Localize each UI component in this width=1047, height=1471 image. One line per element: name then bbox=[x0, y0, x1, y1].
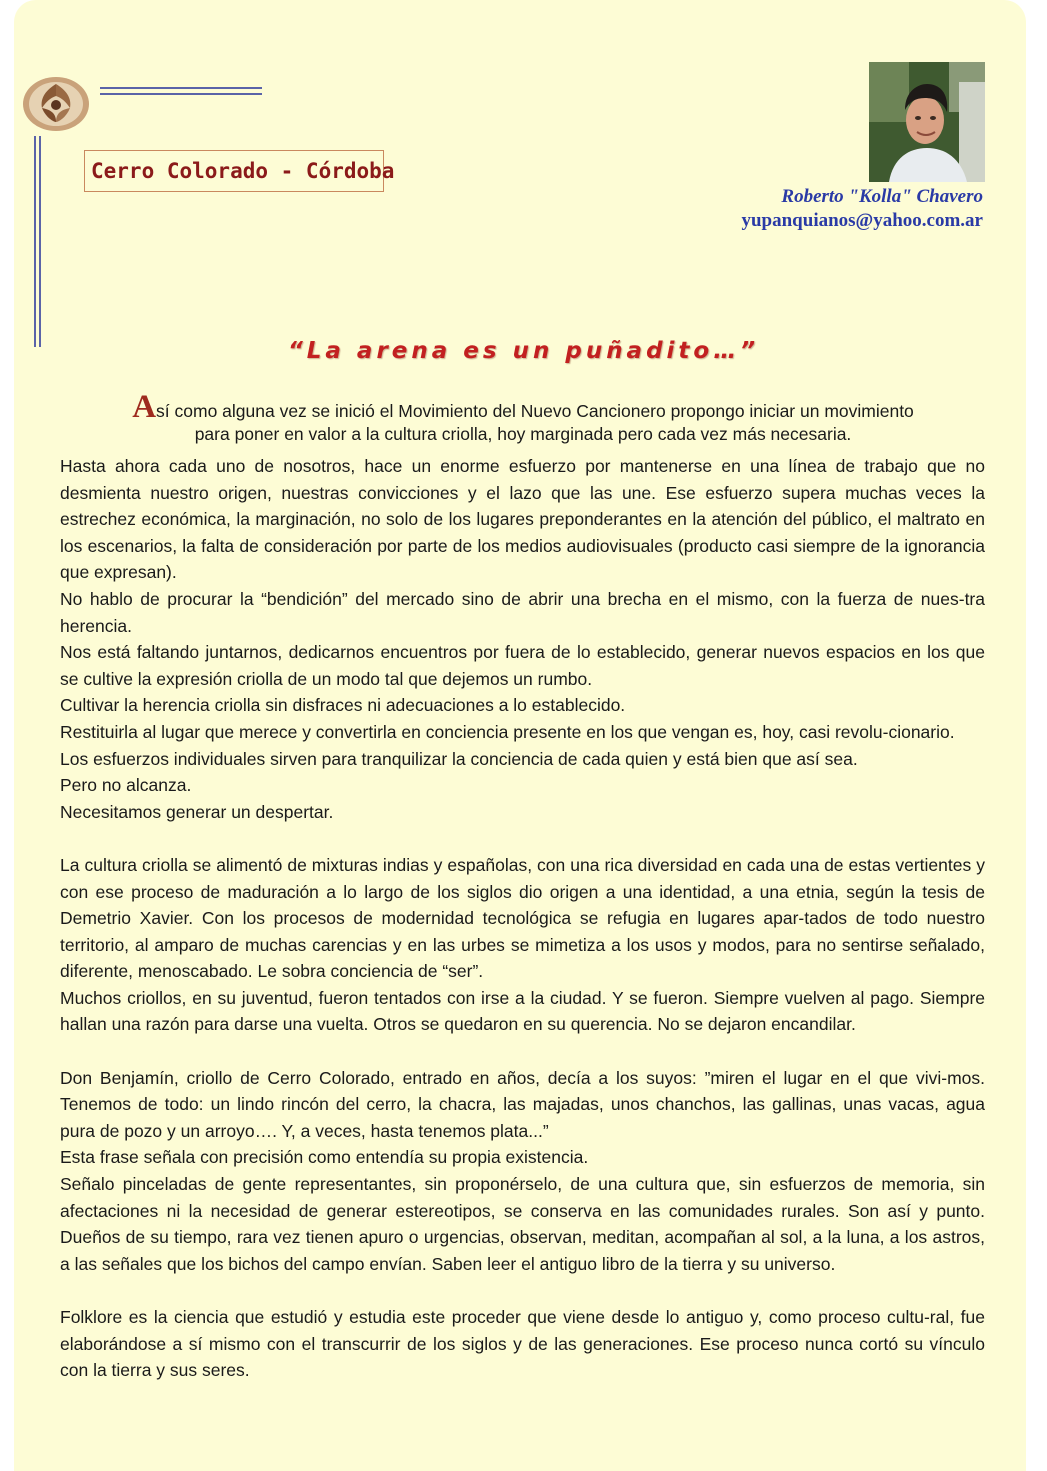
decorative-line bbox=[39, 136, 41, 347]
intro-line: sí como alguna vez se inició el Movimiento del Nuevo Cancionero propongo iniciar un movimiento bbox=[156, 401, 914, 421]
paragraph: Restituirla al lugar que merece y convertirla en conciencia presente en los que vengan es, hoy, casi revolu-cionario. bbox=[60, 721, 955, 742]
article-title: “La arena es un puñadito…” bbox=[287, 338, 760, 364]
paragraph-spacer bbox=[60, 1277, 985, 1304]
paragraph: Muchos criollos, en su juventud, fueron tentados con irse a la ciudad. Y se fueron. Siempre vuelven al pago. Siempre hallan una razón para darse una vuelta. Otros se quedaron en su querencia. No se dejaron encandilar. bbox=[60, 987, 985, 1035]
decorative-line bbox=[100, 93, 262, 95]
author-photo bbox=[869, 62, 985, 182]
paragraph: Cultivar la herencia criolla sin disfraces ni adecuaciones a lo establecido. bbox=[60, 695, 626, 716]
paragraph: Pero no alcanza. bbox=[60, 775, 192, 796]
paragraph: Don Benjamín, criollo de Cerro Colorado, entrado en años, decía a los suyos: ”miren el lugar en el que vivi-mos. Tenemos de todo: un lindo rincón del cerro, la chacra, las majadas, unos chanchos, las gallinas, unas vacas, agua pura de pozo y un arroyo…. Y, a veces, hasta tenemos plata...” bbox=[60, 1067, 985, 1141]
paragraph: Nos está faltando juntarnos, dedicarnos encuentros por fuera de lo establecido, generar nuevos espacios en los que se cultive la expresión criolla de un modo tal que dejemos un rumbo. bbox=[60, 642, 985, 689]
paragraph: Necesitamos generar un despertar. bbox=[60, 801, 334, 822]
paragraph: Señalo pinceladas de gente representantes, sin proponérselo, de una cultura que, sin esfuerzos de memoria, sin afectaciones ni la necesidad de generar estereotipos, se conserva en las comunidades rurales. Son así y punto. Dueños de su tiempo, rara vez tienen apuro o urgencias, observan, meditan, acompañan al sol, a la luna, a los astros, a las señales que los bichos del campo envían. Saben leer el antiguo libro de la tierra y su universo. bbox=[60, 1174, 985, 1274]
paragraph: La cultura criolla se alimentó de mixturas indias y españolas, con una rica diversidad en cada una de estas vertientes y con ese proceso de maduración a lo largo de los siglos dio origen a una identidad, a una etnia, según la tesis de Demetrio Xavier. Con los procesos de modernidad tecnológica se refugia en lugares apar-tados de todo nuestro territorio, al amparo de muchas carencias y en las urbes se mimetiza a los usos y modos, para no sentirse señalado, diferente, menoscabado. Le sobra conciencia de “ser”. bbox=[60, 854, 985, 982]
article-intro bbox=[60, 389, 986, 446]
location-label: Cerro Colorado - Córdoba bbox=[84, 150, 384, 192]
paragraph-spacer bbox=[60, 1038, 985, 1065]
paragraph: No hablo de procurar la “bendición” del mercado sino de abrir una brecha en el mismo, con la fuerza de nues-tra herencia. bbox=[60, 588, 985, 636]
paragraph: Los esfuerzos individuales sirven para tranquilizar la conciencia de cada quien y está bien que así sea. bbox=[60, 748, 858, 769]
paragraph-spacer bbox=[60, 825, 985, 852]
paragraph: Esta frase señala con precisión como entendía su propia existencia. bbox=[60, 1147, 589, 1168]
intro-line: para poner en valor a la cultura criolla, hoy marginada pero cada vez más necesaria. bbox=[194, 424, 852, 444]
author-email-link[interactable]: yupanquianos@yahoo.com.ar bbox=[741, 210, 983, 231]
author-name: Roberto "Kolla" Chavero bbox=[781, 186, 983, 207]
decorative-line bbox=[100, 87, 262, 89]
shell-logo-icon bbox=[20, 72, 92, 134]
paragraph: Folklore es la ciencia que estudió y estudia este proceder que viene desde lo antiguo y, como proceso cultu-ral, fue elaborándose a sí mismo con el transcurrir de los siglos y de las generaciones. Ese proceso nunca cortó su vínculo con la tierra y sus seres. bbox=[60, 1307, 985, 1381]
article-body bbox=[60, 453, 985, 1384]
drop-cap: A bbox=[132, 389, 157, 425]
paragraph: Hasta ahora cada uno de nosotros, hace un enorme esfuerzo por mantenerse en una línea de trabajo que no desmienta nuestro origen, nuestras convicciones y el lazo que las une. Ese esfuerzo supera muchas veces la estrechez económica, la marginación, no solo de los lugares preponderantes en la atención del público, el maltrato en los escenarios, la falta de consideración por parte de los medios audiovisuales (producto casi siempre de la ignorancia que expresan). bbox=[60, 456, 985, 583]
decorative-line bbox=[34, 136, 36, 347]
